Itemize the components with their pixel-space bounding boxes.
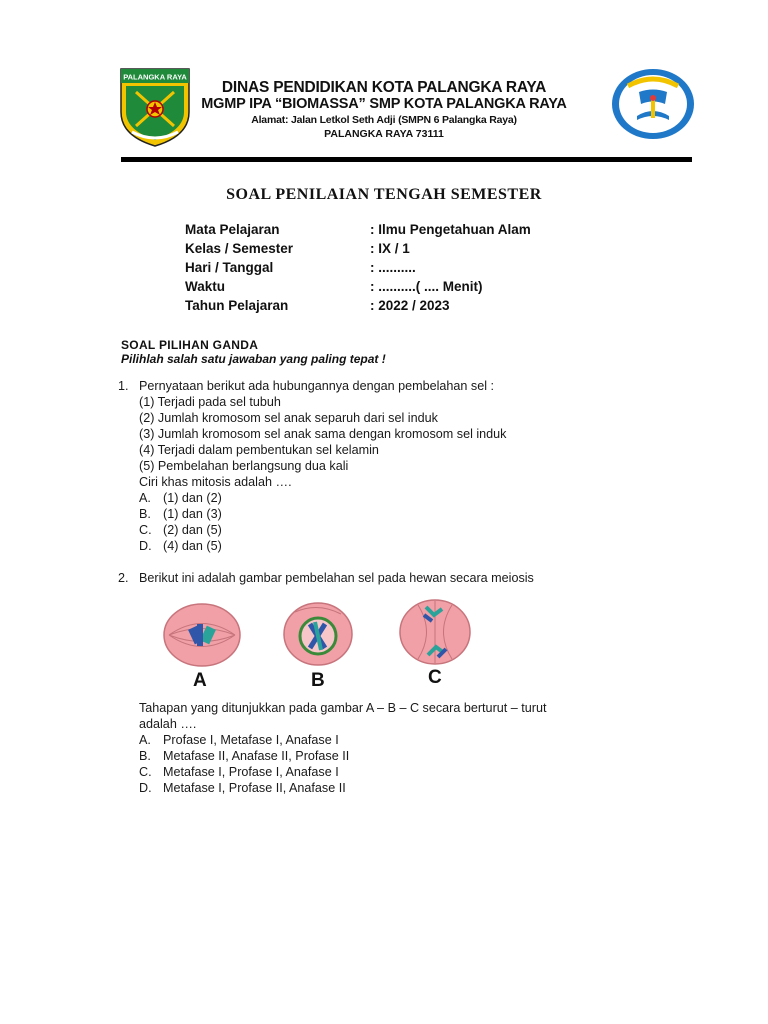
section-instruction: Pilihlah salah satu jawaban yang paling tepat ! bbox=[121, 352, 386, 366]
option-text: (4) dan (5) bbox=[163, 539, 222, 553]
info-value: : 2022 / 2023 bbox=[370, 298, 450, 313]
info-value: : IX / 1 bbox=[370, 241, 410, 256]
info-key: Kelas / Semester bbox=[185, 241, 294, 256]
figure-label-c: C bbox=[428, 667, 442, 688]
answer-option bbox=[139, 538, 222, 554]
info-value: : .......... bbox=[370, 260, 416, 275]
answer-option bbox=[139, 732, 339, 748]
question-number: 1. bbox=[118, 379, 129, 393]
option-letter: A. bbox=[139, 491, 151, 505]
info-value: : Ilmu Pengetahuan Alam bbox=[370, 222, 531, 237]
option-letter: C. bbox=[139, 523, 152, 537]
cell-figure-c bbox=[398, 597, 472, 667]
question-prompt: Ciri khas mitosis adalah …. bbox=[139, 475, 292, 489]
answer-option bbox=[139, 490, 222, 506]
cell-figure-a bbox=[161, 600, 243, 670]
info-key: Tahun Pelajaran bbox=[185, 298, 289, 313]
option-text: Metafase I, Profase II, Anafase II bbox=[163, 781, 346, 795]
option-letter: C. bbox=[139, 765, 152, 779]
option-text: (2) dan (5) bbox=[163, 523, 222, 537]
section-title: SOAL PILIHAN GANDA bbox=[121, 338, 259, 352]
city-postal-line: PALANGKA RAYA 73111 bbox=[324, 128, 444, 140]
option-letter: B. bbox=[139, 507, 151, 521]
answer-option bbox=[139, 522, 222, 538]
option-text: (1) dan (2) bbox=[163, 491, 222, 505]
figure-label-b: B bbox=[311, 670, 325, 691]
statement-item: (1) Terjadi pada sel tubuh bbox=[139, 395, 281, 409]
answer-option bbox=[139, 780, 346, 796]
option-text: (1) dan (3) bbox=[163, 507, 222, 521]
office-name: DINAS PENDIDIKAN KOTA PALANGKA RAYA bbox=[221, 79, 547, 96]
statement-item: (5) Pembelahan berlangsung dua kali bbox=[139, 459, 349, 473]
question-prompt: Tahapan yang ditunjukkan pada gambar A – B – C secara berturut – turut bbox=[139, 701, 547, 715]
header-divider bbox=[121, 157, 692, 162]
option-text: Metafase II, Anafase II, Profase II bbox=[163, 749, 350, 763]
answer-option bbox=[139, 506, 222, 522]
info-key: Hari / Tanggal bbox=[185, 260, 274, 275]
option-text: Metafase I, Profase I, Anafase I bbox=[163, 765, 339, 779]
tut-wuri-handayani-logo-icon bbox=[610, 66, 696, 142]
address-line: Alamat: Jalan Letkol Seth Adji (SMPN 6 Palangka Raya) bbox=[251, 114, 517, 126]
statement-item: (4) Terjadi dalam pembentukan sel kelamin bbox=[139, 443, 379, 457]
figure-label-a: A bbox=[193, 670, 207, 691]
statement-item: (3) Jumlah kromosom sel anak sama dengan kromosom sel induk bbox=[139, 427, 507, 441]
info-value: : ..........( .... Menit) bbox=[370, 279, 483, 294]
cell-figure-b bbox=[281, 600, 355, 668]
question-stem: Berikut ini adalah gambar pembelahan sel pada hewan secara meiosis bbox=[139, 571, 534, 585]
option-letter: D. bbox=[139, 781, 152, 795]
forum-name: MGMP IPA “BIOMASSA” SMP KOTA PALANGKA RAYA bbox=[201, 96, 567, 112]
info-key: Waktu bbox=[185, 279, 225, 294]
svg-text:PALANGKA RAYA: PALANGKA RAYA bbox=[123, 72, 187, 82]
option-letter: D. bbox=[139, 539, 152, 553]
answer-option bbox=[139, 748, 350, 764]
info-key: Mata Pelajaran bbox=[185, 222, 280, 237]
question-prompt-continued: adalah …. bbox=[139, 717, 197, 731]
statement-item: (2) Jumlah kromosom sel anak separuh dari sel induk bbox=[139, 411, 438, 425]
question-number: 2. bbox=[118, 571, 129, 585]
question-stem: Pernyataan berikut ada hubungannya dengan pembelahan sel : bbox=[139, 379, 494, 393]
exam-title: SOAL PENILAIAN TENGAH SEMESTER bbox=[226, 186, 542, 203]
answer-option bbox=[139, 764, 339, 780]
option-letter: A. bbox=[139, 733, 151, 747]
option-letter: B. bbox=[139, 749, 151, 763]
option-text: Profase I, Metafase I, Anafase I bbox=[163, 733, 339, 747]
